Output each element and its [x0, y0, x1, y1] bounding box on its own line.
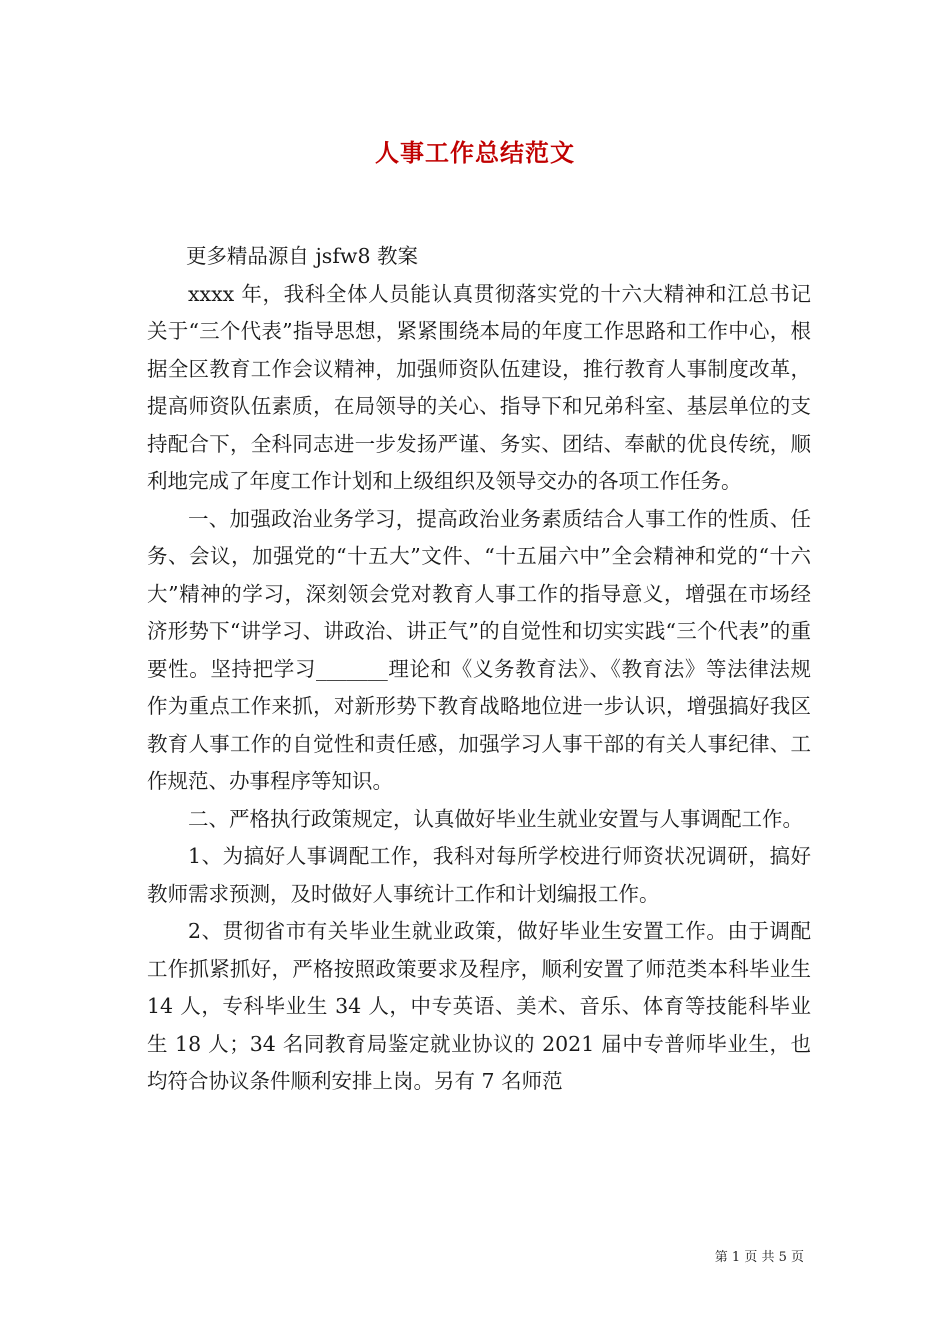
- paragraph-item-1: 1、为搞好人事调配工作，我科对每所学校进行师资状况调研，搞好教师需求预测，及时做好人事统计工作和计划编报工作。: [147, 844, 811, 906]
- source-line: 更多精品源自 jsfw8 教案: [185, 244, 419, 268]
- paragraph-intro: xxxx 年，我科全体人员能认真贯彻落实党的十六大精神和江总书记关于“三个代表”指导思想，紧紧围绕本局的年度工作思路和工作中心，根据全区教育工作会议精神，加强师资队伍建设，推行教育人事制度改革，提高师资队伍素质，在局领导的关心、指导下和兄弟科室、基层单位的支持配合下，全科同志进一步发扬严谨、务实、团结、奉献的优良传统，顺利地完成了年度工作计划和上级组织及领导交办的各项工作任务。: [147, 281, 811, 493]
- page-indicator: 第 1 页 共 5 页: [714, 1250, 804, 1265]
- paragraph-item-2: 2、贯彻省市有关毕业生就业政策，做好毕业生安置工作。由于调配工作抓紧抓好，严格按照政策要求及程序，顺利安置了师范类本科毕业生 14 人，专科毕业生 34 人，中专英语、美术、音乐、体育等技能科毕业生 18 人；34 名同教育局鉴定就业协议的 2021 届中专普师毕业生，也均符合协议条件顺利安排上岗。另有 7 名师范: [147, 919, 811, 1093]
- document-body: [147, 238, 811, 1101]
- paragraph-section-1: 一、加强政治业务学习，提高政治业务素质结合人事工作的性质、任务、会议，加强党的“十五大”文件、“十五届六中”全会精神和党的“十六大”精神的学习，深刻领会党对教育人事工作的指导意义，增强在市场经济形势下“讲学习、讲政治、讲正气”的自觉性和切实实践“三个代表”的重要性。坚持把学习_______理论和《义务教育法》、《教育法》等法律法规作为重点工作来抓，对新形势下教育战略地位进一步认识，增强搞好我区教育人事工作的自觉性和责任感，加强学习人事干部的有关人事纪律、工作规范、办事程序等知识。: [147, 506, 811, 793]
- paragraph-section-2: 二、严格执行政策规定，认真做好毕业生就业安置与人事调配工作。: [188, 806, 803, 831]
- page-title: 人事工作总结范文: [375, 138, 575, 167]
